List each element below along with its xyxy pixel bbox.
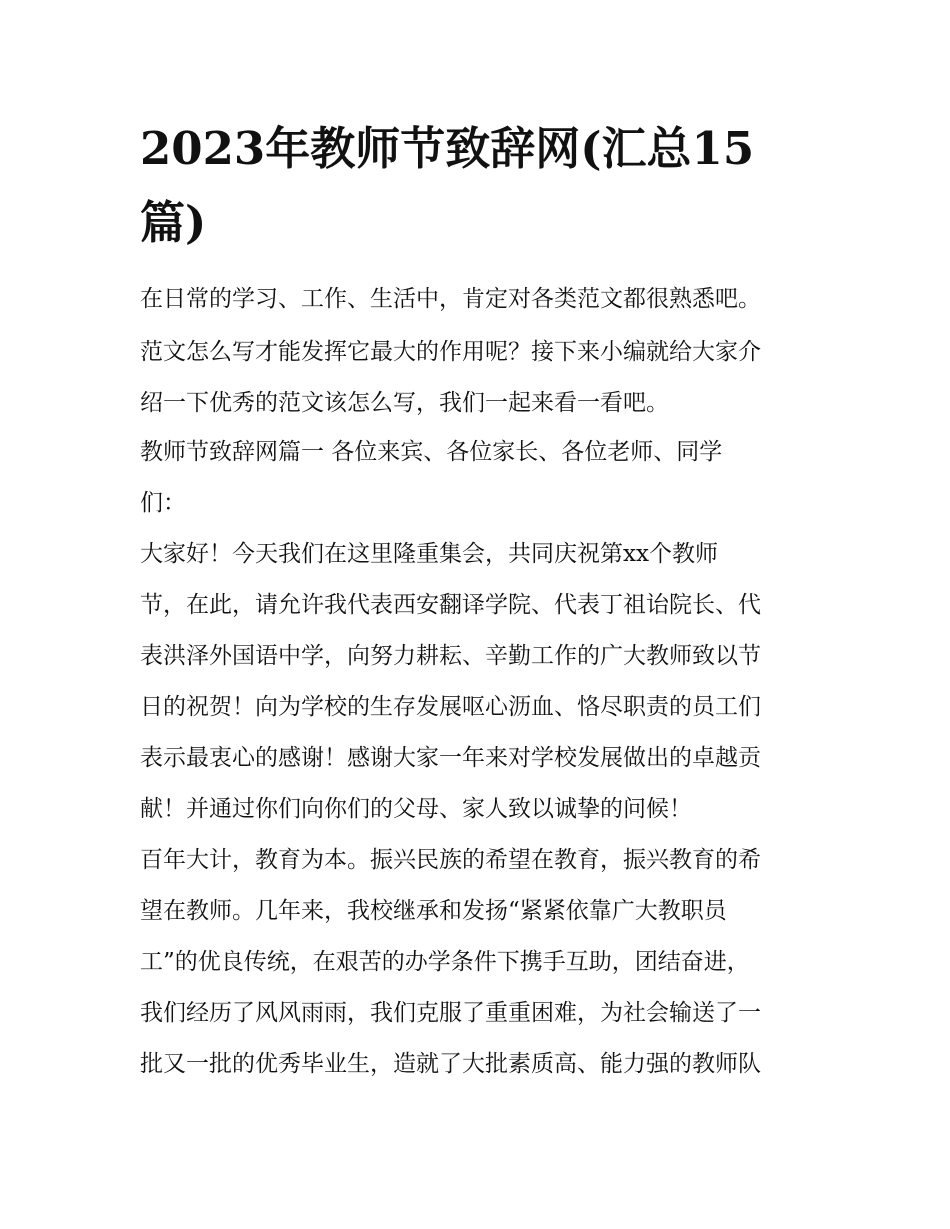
- paragraph-line-1: 在日常的学习、工作、生活中，肯定对各类范文都很熟悉吧。: [140, 286, 761, 312]
- paragraph-line-9: 日的祝贺！向为学校的生存发展呕心沥血、恪尽职责的员工们: [140, 694, 761, 720]
- paragraph-line-3: 绍一下优秀的范文该怎么写，我们一起来看一看吧。: [140, 390, 669, 416]
- paragraph-line-6: 大家好！今天我们在这里隆重集会，共同庆祝第xx个教师: [140, 541, 718, 567]
- paragraph-line-16: 批又一批的优秀毕业生，造就了大批素质高、能力强的教师队: [140, 1051, 761, 1077]
- document-title: 2023年教师节致辞网(汇总15篇): [140, 122, 755, 249]
- paragraph-line-4: 教师节致辞网篇一 各位来宾、各位家长、各位老师、同学: [140, 439, 723, 465]
- paragraph-line-15: 我们经历了风风雨雨，我们克服了重重困难，为社会输送了一: [140, 1000, 761, 1026]
- paragraph-line-2: 范文怎么写才能发挥它最大的作用呢？接下来小编就给大家介: [140, 339, 761, 365]
- paragraph-line-8: 表洪泽外国语中学，向努力耕耘、辛勤工作的广大教师致以节: [140, 643, 761, 669]
- paragraph-line-10: 表示最衷心的感谢！感谢大家一年来对学校发展做出的卓越贡: [140, 745, 761, 771]
- paragraph-line-11: 献！并通过你们向你们的父母、家人致以诚挚的问候！: [140, 796, 692, 822]
- paragraph-line-7: 节，在此，请允许我代表西安翻译学院、代表丁祖诒院长、代: [140, 592, 761, 618]
- paragraph-line-12: 百年大计，教育为本。振兴民族的希望在教育，振兴教育的希: [140, 847, 761, 873]
- paragraph-line-5: 们：: [140, 490, 186, 516]
- paragraph-line-14: 工”的优良传统，在艰苦的办学条件下携手互助，团结奋进，: [140, 949, 750, 975]
- paragraph-line-13: 望在教师。几年来，我校继承和发扬“紧紧依靠广大教职员: [140, 898, 727, 924]
